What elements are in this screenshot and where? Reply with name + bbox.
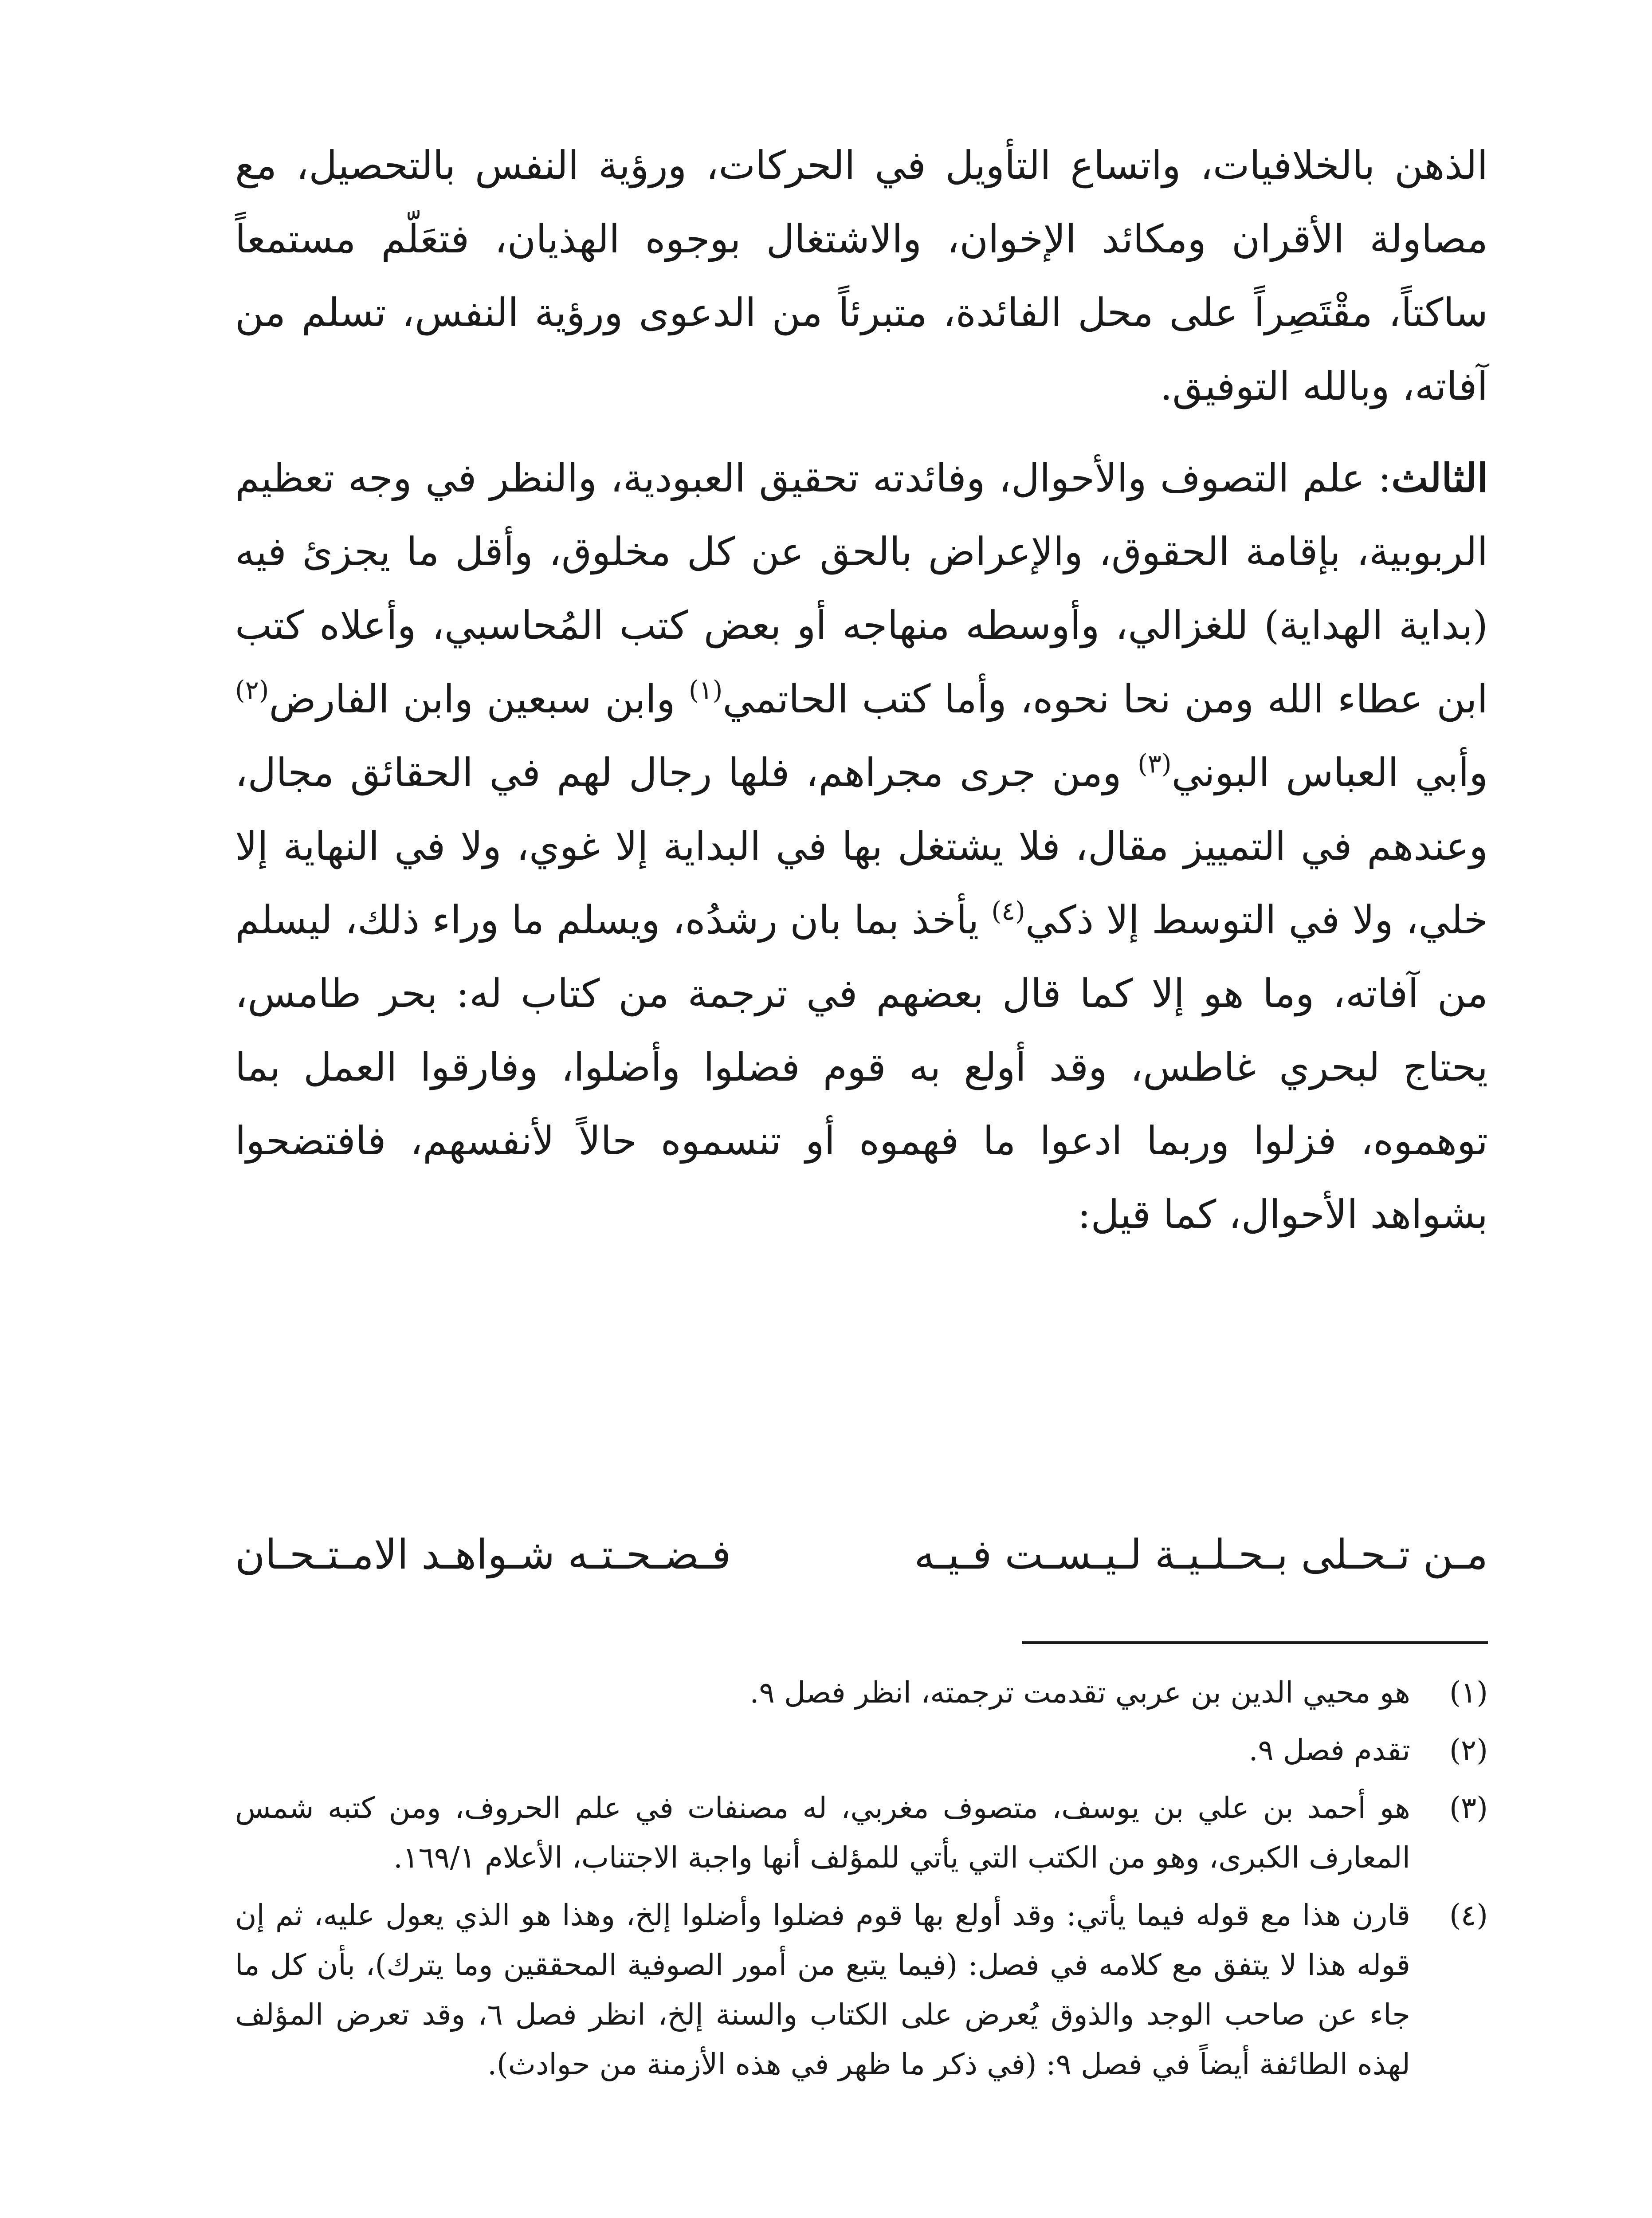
footnotes-section <box>235 1668 1488 2097</box>
footnote-1 <box>235 1668 1488 1718</box>
footnote-ref-3[interactable]: (٣) <box>1138 748 1172 779</box>
poetry-verse <box>235 1517 1488 1593</box>
verse-second-hemistich: فـضـحـتـه شـواهـد الامـتـحـان <box>235 1531 731 1578</box>
footnote-separator <box>1022 1641 1488 1644</box>
footnote-text: هو محيي الدين بن عربي تقدمت ترجمته، انظر فصل ٩. <box>749 1675 1410 1710</box>
footnote-text: هو أحمد بن علي بن يوسف، متصوف مغربي، له مصنفات في علم الحروف، ومن كتبه شمس المعارف الكبرى، وهو من الكتب التي يأتي للمؤلف أنها واجبة الاجتناب، الأعلام ١٦٩/١. <box>235 1791 1410 1875</box>
footnote-4 <box>235 1891 1488 2089</box>
footnote-number: (٣) <box>1449 1791 1488 1825</box>
footnote-ref-2[interactable]: (٢) <box>235 675 269 705</box>
paragraph-1-text: الذهن بالخلافيات، واتساع التأويل في الحركات، ورؤية النفس بالتحصيل، مع مصاولة الأقران ومكائد الإخوان، والاشتغال بوجوه الهذيان، فتعَلّم مستمعاً ساكتاً، مقْتَصِراً على محل الفائدة، متبرئاً من الدعوى ورؤية النفس، تسلم من آفاته، وبالله التوفيق. <box>235 142 1488 409</box>
paragraph-1 <box>235 129 1488 423</box>
paragraph-2-segment-3: وأبي العباس البوني <box>1171 750 1488 795</box>
footnote-number: (٤) <box>1449 1898 1488 1932</box>
footnote-ref-4[interactable]: (٤) <box>991 896 1025 926</box>
main-text-block <box>235 129 1488 1251</box>
paragraph-2-segment-4: ومن جرى مجراهم، فلها رجال لهم في الحقائق مجال، وعندهم في التمييز مقال، فلا يشتغل بها في البداية إلا غوي، ولا في النهاية إلا خلي، ولا في التوسط إلا ذكي <box>235 750 1488 943</box>
section-heading-third: الثالث <box>1391 455 1488 501</box>
footnote-number: (٢) <box>1449 1733 1488 1767</box>
paragraph-2 <box>235 441 1488 1251</box>
footnote-ref-1[interactable]: (١) <box>688 675 723 705</box>
paragraph-2-segment-1: : علم التصوف والأحوال، وفائدته تحقيق العبودية، والنظر في وجه تعظيم الربوبية، بإقامة الحقوق، والإعراض بالحق عن كل مخلوق، وأقل ما يجزئ فيه (بداية الهداية) للغزالي، وأوسطه منهاجه أو بعض كتب المُحاسبي، وأعلاه كتب ابن عطاء الله ومن نحا نحوه، وأما كتب الحاتمي <box>235 455 1488 722</box>
paragraph-2-segment-2: وابن سبعين وابن الفارض <box>269 676 689 722</box>
footnote-number: (١) <box>1449 1675 1488 1710</box>
verse-first-hemistich: مـن تـحـلى بـحـلـيـة لـيـسـت فـيـه <box>914 1531 1488 1578</box>
footnote-text: قارن هذا مع قوله فيما يأتي: وقد أولع بها قوم فضلوا وأضلوا إلخ، وهذا هو الذي يعول عليه، ثم إن قوله هذا لا يتفق مع كلامه في فصل: (فيما يتبع من أمور الصوفية المحققين وما يترك)، بأن كل ما جاء عن صاحب الوجد والذوق يُعرض على الكتاب والسنة إلخ، انظر فصل ٦، وقد تعرض المؤلف لهذه الطائفة أيضاً في فصل ٩: (في ذكر ما ظهر في هذه الأزمنة من حوادث). <box>235 1898 1410 2081</box>
paragraph-2-segment-5: يأخذ بما بان رشدُه، ويسلم ما وراء ذلك، ليسلم من آفاته، وما هو إلا كما قال بعضهم في ترجمة من كتاب له: بحر طامس، يحتاج لبحري غاطس، وقد أولع به قوم فضلوا وأضلوا، وفارقوا العمل بما توهموه، فزلوا وربما ادعوا ما فهموه أو تنسموه حالاً لأنفسهم، فافتضحوا بشواهد الأحوال، كما قيل: <box>235 897 1488 1237</box>
footnote-text: تقدم فصل ٩. <box>1248 1733 1410 1767</box>
footnote-3 <box>235 1783 1488 1883</box>
footnote-2 <box>235 1726 1488 1775</box>
